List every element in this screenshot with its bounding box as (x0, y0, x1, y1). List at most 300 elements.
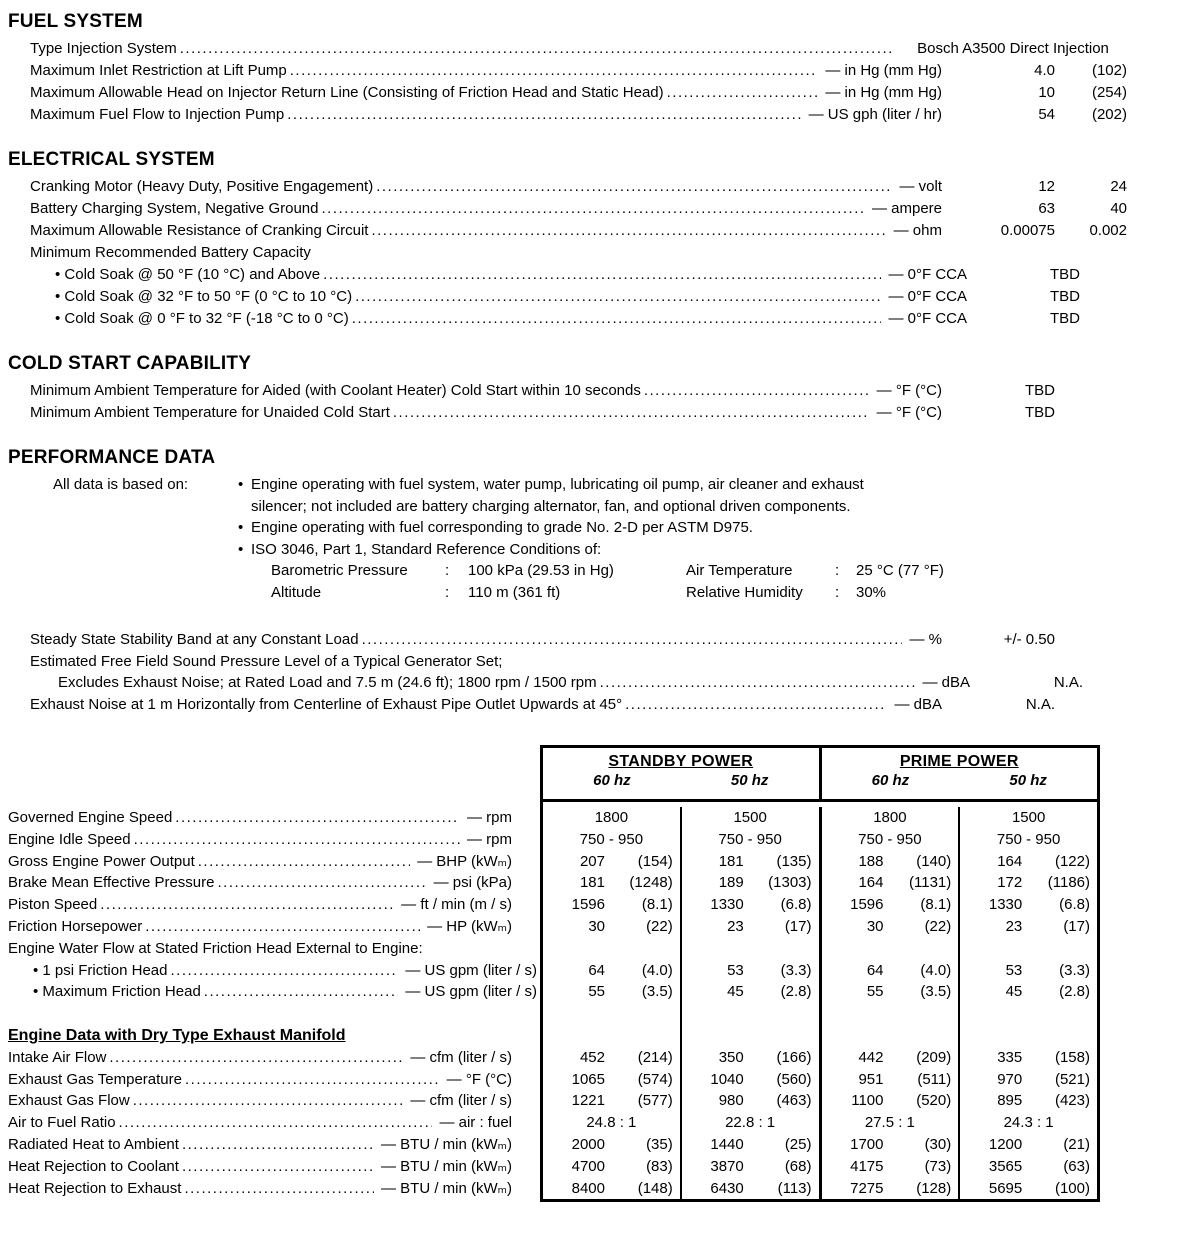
power-table-row (543, 1178, 1097, 1200)
spec-unit: — 0°F CCA (888, 266, 967, 283)
freq-label-50hz: 50 hz (730, 772, 769, 789)
spec-unit: — ohm (893, 222, 942, 239)
spec-value-primary (942, 651, 1055, 673)
section-title-fuel-system: FUEL SYSTEM (8, 11, 143, 32)
cell-metric-value (605, 1003, 680, 1025)
spec-row (8, 60, 1127, 82)
spec-unit (508, 1025, 512, 1047)
engine-spec-row (8, 916, 512, 938)
spec-row (8, 220, 1127, 242)
power-table-body (543, 802, 1097, 1199)
cell-value: 1100 (851, 1092, 884, 1110)
spec-row (8, 672, 1155, 694)
dot-leader (393, 402, 870, 424)
spec-value-metric (1055, 651, 1127, 673)
power-table-row (543, 916, 1097, 938)
cell-metric-value: (63) (1063, 1157, 1090, 1175)
dot-leader (600, 672, 916, 694)
engine-spec-row (8, 872, 512, 894)
cell-metric-value: (8.1) (920, 896, 952, 914)
cell-value: 6430 (710, 1179, 744, 1197)
engine-spec-row (8, 1047, 512, 1069)
cell-metric-value: (83) (646, 1157, 673, 1175)
cell-prime-50hz (960, 1003, 1097, 1025)
spec-value-primary: 12 (1038, 178, 1055, 195)
cell-value: 189 (718, 874, 744, 892)
engine-spec-row (8, 894, 512, 916)
cell-prime-60hz (822, 872, 961, 894)
cell-standby-60hz (543, 872, 682, 894)
dot-leader (371, 220, 886, 242)
dot-leader (217, 872, 426, 894)
spec-row (8, 651, 1127, 673)
prime-power-header (822, 748, 1098, 799)
cell-prime-50hz (960, 894, 1097, 916)
cell-value: 1500 (733, 809, 767, 826)
cell-prime-60hz (822, 1069, 961, 1091)
cell-metric-value: (68) (784, 1157, 812, 1175)
engine-spec-row (8, 1069, 512, 1091)
cell-standby-60hz (543, 1178, 682, 1200)
electrical-system-rows (8, 176, 1180, 330)
cell-standby-50hz (682, 1178, 822, 1200)
cell-metric-value: (166) (776, 1048, 812, 1066)
spec-label: Exhaust Gas Flow (8, 1092, 130, 1110)
spec-row (8, 308, 1152, 330)
cell-metric-value: (2.8) (780, 983, 812, 1001)
spec-value-metric: (202) (1091, 106, 1127, 123)
cell-metric-value: (3.3) (1059, 961, 1090, 979)
cell-value: 3870 (710, 1157, 744, 1175)
spec-unit: — 0°F CCA (888, 288, 967, 305)
dot-leader (100, 894, 394, 916)
cell-standby-50hz (682, 807, 822, 829)
cell-metric-value (1022, 1025, 1097, 1047)
cell-metric-value: (511) (917, 1070, 952, 1088)
cell-prime-50hz (960, 1178, 1097, 1200)
cell-value: 452 (579, 1048, 605, 1066)
cell-metric-value: (113) (777, 1179, 812, 1197)
dot-leader (198, 851, 410, 873)
cell-metric-value: (6.8) (1059, 896, 1090, 914)
spec-label: Minimum Ambient Temperature for Aided (with Coolant Heater) Cold Start within 10 seconds (30, 382, 641, 399)
spec-value-primary: N.A. (1025, 695, 1055, 713)
freq-label-60hz: 60 hz (871, 772, 910, 789)
spec-row (8, 242, 1127, 264)
condition-colon-2: : (835, 583, 840, 601)
cell-value: 1330 (988, 896, 1023, 914)
dot-leader (667, 82, 819, 104)
cell-standby-50hz (682, 1069, 822, 1091)
spec-label: • Cold Soak @ 0 °F to 32 °F (-18 °C to 0 °C) (55, 310, 349, 327)
cell-metric-value: (1186) (1047, 874, 1090, 892)
spec-value-metric (1055, 402, 1127, 424)
cell-prime-60hz (822, 960, 961, 982)
spec-unit: — ampere (871, 200, 942, 217)
spec-unit: — in Hg (mm Hg) (825, 84, 942, 101)
spec-value-metric (1055, 242, 1127, 264)
cell-value: 350 (718, 1048, 744, 1066)
spec-unit: — dBA (894, 695, 942, 713)
performance-notes (8, 474, 1180, 603)
cell-metric-value (744, 1025, 819, 1047)
cell-standby-60hz (543, 1047, 682, 1069)
cell-value: 8400 (571, 1179, 605, 1197)
dot-leader (109, 1047, 403, 1069)
spec-unit: — % (909, 631, 942, 648)
engine-spec-row (8, 851, 512, 873)
cell-metric-value: (35) (646, 1135, 673, 1153)
section-title-electrical-system: ELECTRICAL SYSTEM (8, 149, 215, 170)
cell-metric-value: (25) (784, 1135, 812, 1153)
cell-value: 27.5 : 1 (864, 1114, 915, 1132)
cell-metric-value (744, 1003, 819, 1025)
cell-metric-value: (209) (916, 1048, 952, 1066)
cell-value: 172 (997, 874, 1023, 892)
spec-value-primary: TBD (1025, 404, 1055, 421)
condition-value-2: 25 °C (77 °F) (856, 562, 944, 579)
cell-standby-50hz (682, 1090, 822, 1112)
cell-value: 1330 (710, 896, 744, 914)
cell-value: 442 (858, 1048, 884, 1066)
cell-metric-value: (3.5) (920, 983, 952, 1001)
cell-value: 1800 (873, 809, 907, 826)
spec-row (8, 38, 1127, 60)
spec-label: Battery Charging System, Negative Ground (30, 200, 319, 217)
engine-spec-row (8, 960, 537, 982)
cell-metric-value (1022, 938, 1097, 960)
cell-value: 22.8 : 1 (725, 1114, 776, 1132)
dot-leader (505, 651, 935, 673)
dot-leader (321, 198, 864, 220)
dot-leader (287, 104, 801, 126)
power-table-row (543, 1047, 1097, 1069)
cell-prime-50hz (960, 829, 1097, 851)
bullet-glyph: • (238, 519, 244, 536)
cell-standby-50hz (682, 1047, 822, 1069)
cell-value (682, 1003, 744, 1025)
cell-metric-value: (158) (1054, 1048, 1090, 1066)
power-table-row (543, 1156, 1097, 1178)
cell-prime-50hz (960, 938, 1097, 960)
spec-label: Cranking Motor (Heavy Duty, Positive Engagement) (30, 178, 374, 195)
spec-label: • Cold Soak @ 32 °F to 50 °F (0 °C to 10 °C) (55, 288, 353, 305)
cell-prime-60hz (822, 981, 961, 1003)
spec-label: Minimum Recommended Battery Capacity (30, 244, 311, 261)
cell-metric-value: (122) (1054, 852, 1090, 870)
cell-value (682, 938, 744, 960)
engine-spec-row (8, 807, 512, 829)
cell-standby-50hz (682, 916, 822, 938)
cell-prime-60hz (822, 1134, 961, 1156)
spec-value-metric: 0.002 (1089, 222, 1127, 239)
spec-label: Governed Engine Speed (8, 809, 173, 826)
spec-label: Maximum Fuel Flow to Injection Pump (30, 106, 285, 123)
power-table-row (543, 872, 1097, 894)
cell-value (822, 1025, 884, 1047)
spec-unit: — BHP (kWₘ) (417, 852, 512, 870)
spec-unit: — ft / min (m / s) (401, 896, 512, 914)
spec-unit: — US gpm (liter / s) (405, 983, 537, 1001)
cell-standby-50hz (682, 894, 822, 916)
dot-leader (349, 1025, 505, 1047)
cell-standby-60hz (543, 1003, 682, 1025)
spec-row (8, 286, 1152, 308)
spec-unit: — HP (kWₘ) (427, 917, 512, 935)
cell-value: 5695 (988, 1179, 1023, 1197)
spec-label: Gross Engine Power Output (8, 852, 195, 870)
cell-value (822, 1003, 884, 1025)
engine-spec-row (8, 1178, 512, 1200)
spec-label: Maximum Inlet Restriction at Lift Pump (30, 62, 287, 79)
spec-unit (508, 938, 512, 960)
spec-unit: — °F (°C) (876, 404, 942, 421)
spec-unit: — BTU / min (kWₘ) (380, 1157, 512, 1175)
condition-value-2: 30% (856, 583, 887, 601)
spec-value-primary: 0.00075 (1000, 222, 1055, 239)
cell-value: 53 (727, 961, 744, 979)
spec-row (8, 82, 1127, 104)
power-table-row (543, 1069, 1097, 1091)
dot-leader (204, 981, 399, 1003)
spec-value-primary (942, 242, 1055, 264)
spec-row (8, 104, 1127, 126)
spec-label: • Cold Soak @ 50 °F (10 °C) and Above (55, 266, 321, 283)
spec-row (8, 629, 1127, 651)
bullet-glyph: • (238, 540, 244, 558)
spec-label: Brake Mean Effective Pressure (8, 874, 215, 892)
cell-value: 23 (1005, 917, 1023, 935)
spec-label: Type Injection System (30, 40, 177, 57)
cell-value (960, 938, 1022, 960)
cell-value: 181 (718, 852, 744, 870)
standby-power-title: STANDBY POWER (608, 753, 754, 770)
spec-label: Exhaust Gas Temperature (8, 1070, 182, 1088)
note-row (8, 517, 1180, 539)
power-table-row (543, 938, 1097, 960)
dot-leader (323, 264, 881, 286)
cell-standby-50hz (682, 829, 822, 851)
spec-unit: — cfm (liter / s) (410, 1048, 512, 1066)
cell-standby-60hz (543, 1025, 682, 1047)
cell-value: 164 (858, 874, 884, 892)
cell-standby-50hz (682, 872, 822, 894)
cell-value: 750 - 950 (579, 830, 644, 848)
cell-prime-50hz (960, 916, 1097, 938)
spec-value-primary: TBD (1050, 266, 1080, 283)
cell-prime-60hz (822, 1047, 961, 1069)
power-table-row (543, 1134, 1097, 1156)
bullet-glyph: • (238, 476, 244, 493)
power-table-row (543, 1112, 1097, 1134)
cell-value: 4175 (850, 1157, 884, 1175)
cell-prime-50hz (960, 1069, 1097, 1091)
dot-leader (182, 1134, 374, 1156)
spec-value-metric (1080, 286, 1152, 308)
dot-leader (11, 1003, 505, 1025)
cell-value: 2000 (571, 1135, 605, 1153)
dot-leader (119, 1112, 433, 1134)
spec-value-primary: 10 (1038, 84, 1055, 101)
cell-metric-value (605, 1025, 680, 1047)
cell-standby-60hz (543, 1069, 682, 1091)
cold-start-rows (8, 380, 1180, 424)
cell-prime-50hz (960, 851, 1097, 873)
power-table-row (543, 851, 1097, 873)
cell-value (543, 1003, 605, 1025)
dot-leader (290, 60, 819, 82)
spec-value-metric: 24 (1110, 178, 1127, 195)
condition-colon-2: : (835, 562, 840, 579)
spec-label: Engine Water Flow at Stated Friction Head External to Engine: (8, 939, 423, 957)
spec-value-metric (1055, 629, 1127, 651)
condition-name-2: Air Temperature (686, 562, 793, 579)
spec-label: • 1 psi Friction Head (33, 961, 168, 979)
cell-metric-value (1022, 1003, 1097, 1025)
spec-unit: — °F (°C) (876, 382, 942, 399)
engine-spec-row (8, 1025, 512, 1047)
cell-value: 1596 (850, 896, 884, 914)
cell-value: 207 (579, 852, 605, 870)
cell-metric-value: (30) (924, 1135, 952, 1153)
cell-metric-value: (2.8) (1059, 983, 1090, 1001)
cell-standby-50hz (682, 1134, 822, 1156)
dot-leader (145, 916, 420, 938)
cell-standby-50hz (682, 851, 822, 873)
condition-value: 100 kPa (29.53 in Hg) (468, 562, 614, 579)
prime-freq-labels (822, 771, 1098, 791)
dot-leader (182, 1156, 374, 1178)
freq-label-50hz: 50 hz (1009, 772, 1047, 789)
spec-unit (508, 1003, 512, 1025)
cell-standby-60hz (543, 829, 682, 851)
spec-row (8, 380, 1127, 402)
cell-prime-50hz (960, 1047, 1097, 1069)
cell-value: 45 (727, 983, 744, 1001)
cell-value: 45 (1005, 983, 1023, 1001)
prime-power-title: PRIME POWER (899, 753, 1019, 770)
engine-spec-row (8, 938, 512, 960)
spec-label: Steady State Stability Band at any Constant Load (30, 631, 359, 648)
cell-standby-50hz (682, 1112, 822, 1134)
spec-row (8, 176, 1127, 198)
dot-leader (170, 960, 398, 982)
cell-value: 750 - 950 (996, 830, 1061, 848)
bullet-glyph (238, 496, 251, 518)
cell-standby-60hz (543, 807, 682, 829)
cell-value (543, 1025, 605, 1047)
cell-standby-50hz (682, 981, 822, 1003)
note-text: silencer; not included are battery charging alternator, fan, and optional driven components. (251, 497, 851, 515)
cell-prime-60hz (822, 1112, 961, 1134)
spec-label: Radiated Heat to Ambient (8, 1135, 179, 1153)
cell-metric-value: (3.5) (641, 983, 673, 1001)
cell-prime-50hz (960, 1134, 1097, 1156)
spec-unit: — BTU / min (kWₘ) (380, 1179, 512, 1197)
condition-colon: : (445, 562, 450, 579)
cell-value: 1040 (710, 1070, 744, 1088)
dot-leader (133, 1090, 404, 1112)
spec-label: Exhaust Noise at 1 m Horizontally from Centerline of Exhaust Pipe Outlet Upwards at 45° (30, 695, 623, 713)
dot-leader (644, 380, 870, 402)
cell-value: 30 (866, 917, 884, 935)
cell-metric-value (884, 1025, 959, 1047)
spec-unit: — in Hg (mm Hg) (825, 62, 942, 79)
cell-value: 335 (997, 1048, 1023, 1066)
cell-value: 1440 (710, 1135, 744, 1153)
engine-spec-row (8, 1112, 512, 1134)
power-ratings-table (540, 745, 1100, 1202)
cell-prime-60hz (822, 1156, 961, 1178)
cell-standby-60hz (543, 1090, 682, 1112)
cell-value: 181 (579, 874, 605, 892)
cell-value: 895 (997, 1092, 1023, 1110)
spec-unit: — US gph (liter / hr) (808, 106, 942, 123)
cell-value: 30 (588, 917, 605, 935)
section-title-performance-data: PERFORMANCE DATA (8, 447, 216, 468)
cell-standby-60hz (543, 916, 682, 938)
cell-value: 1200 (988, 1135, 1023, 1153)
power-table-row (543, 981, 1097, 1003)
cell-metric-value: (521) (1054, 1070, 1090, 1088)
cell-value (960, 1025, 1022, 1047)
cell-standby-50hz (682, 960, 822, 982)
spec-value-metric (1080, 308, 1152, 330)
cell-value: 23 (727, 917, 744, 935)
cell-prime-60hz (822, 829, 961, 851)
note-text: Engine operating with fuel corresponding to grade No. 2-D per ASTM D975. (251, 519, 753, 536)
spec-value-primary: Bosch A3500 Direct Injection (917, 40, 1109, 57)
cell-prime-50hz (960, 807, 1097, 829)
condition-colon: : (445, 583, 450, 601)
condition-name-2: Relative Humidity (686, 583, 803, 601)
cell-metric-value (884, 938, 959, 960)
cell-metric-value: (577) (637, 1092, 673, 1110)
cell-prime-50hz (960, 960, 1097, 982)
spec-label: Intake Air Flow (8, 1048, 107, 1066)
cell-prime-50hz (960, 1025, 1097, 1047)
cell-metric-value: (148) (637, 1179, 673, 1197)
cell-metric-value: (574) (637, 1070, 673, 1088)
cell-prime-60hz (822, 1003, 961, 1025)
cell-standby-60hz (543, 981, 682, 1003)
cell-value: 1221 (571, 1092, 605, 1110)
spec-unit: — US gpm (liter / s) (405, 961, 537, 979)
spec-unit: — dBA (922, 674, 970, 691)
cell-metric-value: (17) (784, 917, 812, 935)
engine-spec-row (8, 1003, 512, 1025)
cell-value: 750 - 950 (718, 830, 782, 848)
cell-metric-value: (22) (924, 917, 952, 935)
cell-value (543, 938, 605, 960)
dot-leader (185, 1069, 440, 1091)
spec-value-metric: (254) (1091, 84, 1127, 101)
power-table-row (543, 829, 1097, 851)
dot-leader (352, 308, 882, 330)
cell-value: 64 (866, 961, 884, 979)
cell-prime-60hz (822, 938, 961, 960)
cell-standby-60hz (543, 1112, 682, 1134)
cell-prime-50hz (960, 981, 1097, 1003)
standby-freq-labels (543, 771, 819, 791)
power-table-row (543, 960, 1097, 982)
cell-value: 7275 (850, 1179, 884, 1197)
spec-label: Piston Speed (8, 896, 98, 914)
spec-unit: — cfm (liter / s) (410, 1092, 512, 1110)
cell-value: 1500 (1011, 809, 1046, 826)
cell-value (822, 938, 884, 960)
spec-value-primary: TBD (1025, 382, 1055, 399)
